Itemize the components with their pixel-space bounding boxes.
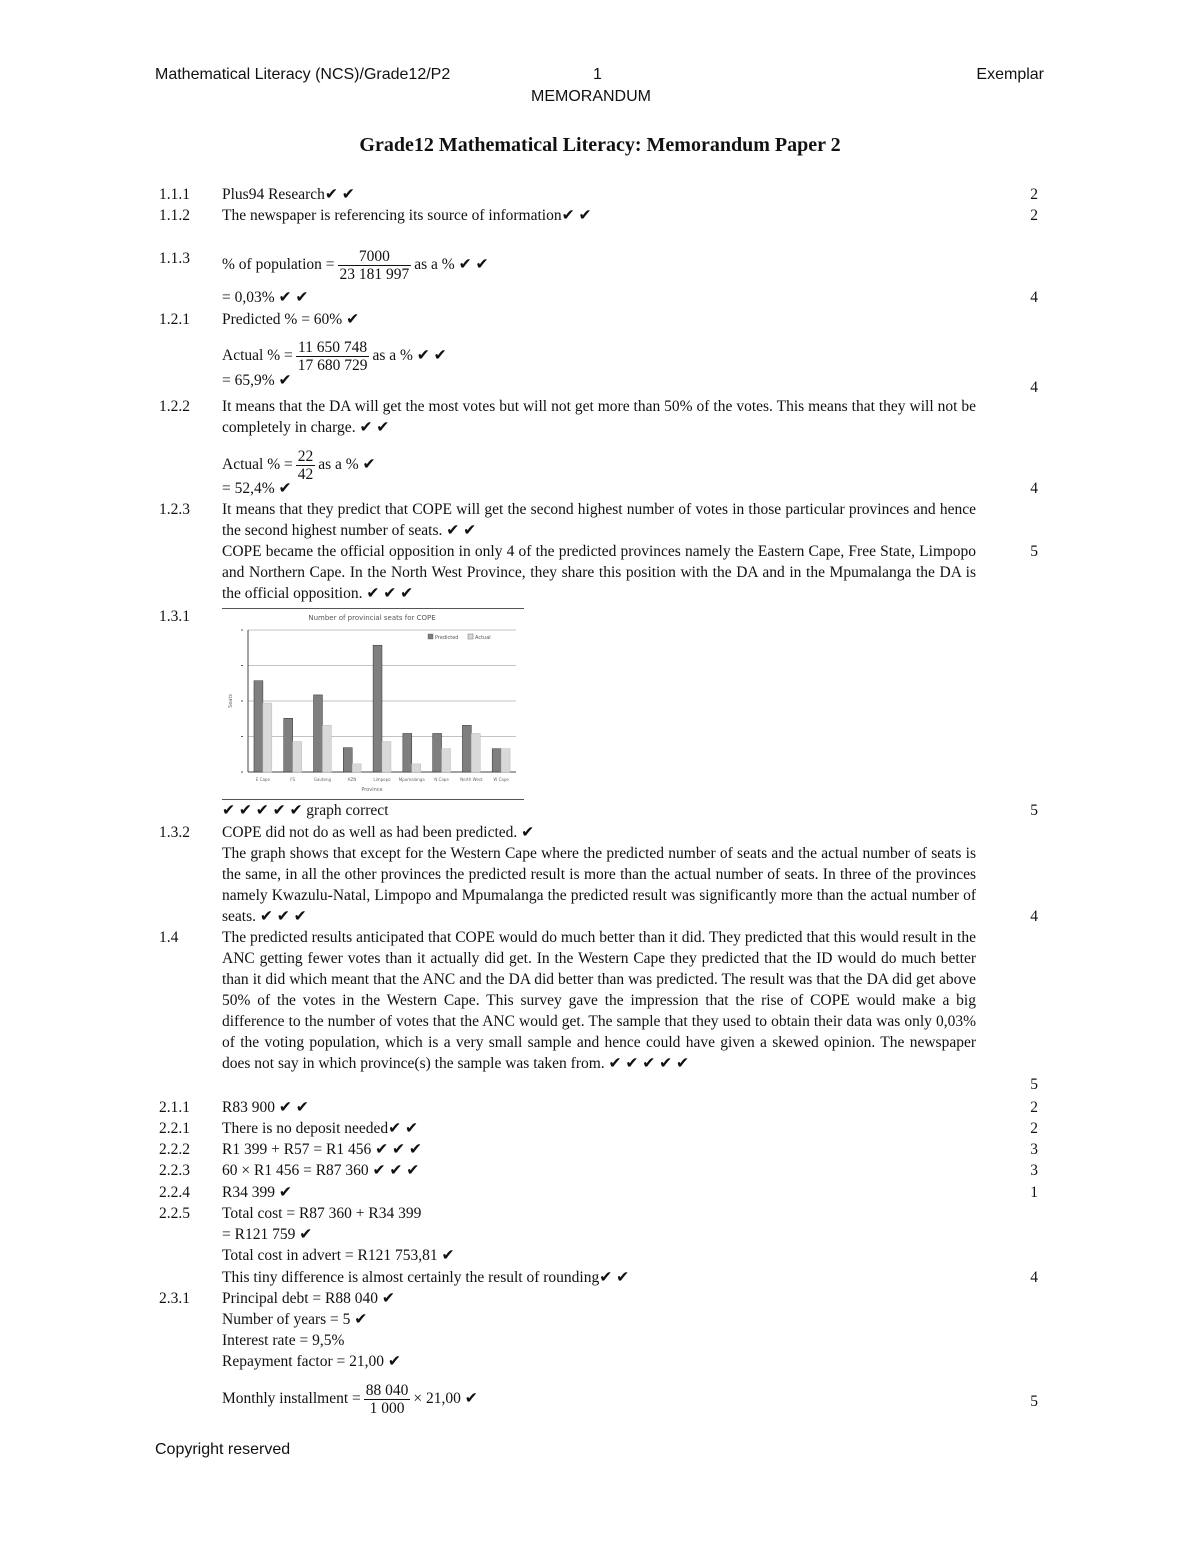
answer-formula — [222, 248, 976, 283]
mark-count: 3 — [1030, 1162, 1038, 1179]
chart-bar-predicted — [254, 681, 263, 772]
denominator: 23 181 997 — [339, 266, 410, 283]
chart-bar-actual — [442, 749, 451, 772]
numerator: 7000 — [338, 248, 412, 266]
chart-x-tick-label: North West — [460, 777, 483, 782]
mark-count: 4 — [1030, 908, 1038, 925]
answer-text: Repayment factor = 21,00 ✔ — [222, 1353, 401, 1370]
answer-text: COPE became the official opposition in only 4 of the predicted provinces namely the Eastern Cape, Free State, Limpopo and Northern Cape. In the North West Province, they share this position with the DA and in the Mpumalanga the DA is the official opposition. ✔ ✔ ✔ — [222, 543, 976, 602]
chart-x-label: Province — [361, 787, 383, 793]
formula-suffix: as a % ✔ — [318, 456, 376, 474]
answer-text: It means that the DA will get the most votes but will not get more than 50% of the votes. This means that they will not be completely in charge. ✔ ✔ — [222, 398, 976, 436]
question-number: 2.1.1 — [159, 1099, 190, 1116]
chart-x-tick-label: W Cape — [493, 777, 509, 782]
answer-formula — [222, 339, 976, 374]
question-number: 2.3.1 — [159, 1290, 190, 1307]
chart-x-tick-label: FS — [290, 777, 296, 782]
question-number: 2.2.2 — [159, 1141, 190, 1158]
mark-count: 5 — [1030, 802, 1038, 819]
answer-text: It means that they predict that COPE will get the second highest number of votes in those particular provinces and hence the second highest number of seats. ✔ ✔ — [222, 501, 976, 539]
answer-text: COPE did not do as well as had been predicted. ✔ — [222, 824, 535, 841]
answer-text: 60 × R1 456 = R87 360 ✔ ✔ ✔ — [222, 1162, 420, 1179]
fraction — [338, 248, 412, 283]
fraction — [364, 1382, 411, 1417]
mark-count: 3 — [1030, 1141, 1038, 1158]
chart-bar-predicted — [314, 695, 323, 772]
denominator: 17 680 729 — [297, 357, 368, 374]
mark-count: 2 — [1030, 1099, 1038, 1116]
answer-text: The newspaper is referencing its source of information✔ ✔ — [222, 207, 592, 224]
question-number: 2.2.1 — [159, 1120, 190, 1137]
mark-count: 4 — [1030, 480, 1038, 497]
answer-text: R34 399 ✔ — [222, 1184, 292, 1201]
fraction — [296, 339, 370, 374]
answer-text: Plus94 Research✔ ✔ — [222, 186, 355, 203]
mark-count: 2 — [1030, 1120, 1038, 1137]
formula-suffix: × 21,00 ✔ — [413, 1390, 478, 1408]
answer-text: Total cost in advert = R121 753,81 ✔ — [222, 1247, 455, 1264]
answer-text: The graph shows that except for the Western Cape where the predicted number of seats and the actual number of seats is the same, in all the other provinces the predicted result is more than the actual number of seats. In three of the provinces namely Kwazulu-Natal, Limpopo and Mpumalanga the predicted result was significantly more than the actual number of seats. ✔ ✔ ✔ — [222, 845, 976, 925]
answer-text: There is no deposit needed✔ ✔ — [222, 1120, 418, 1137]
chart-legend-label: Predicted — [435, 635, 459, 641]
mark-count: 4 — [1030, 379, 1038, 396]
question-number: 2.2.4 — [159, 1184, 190, 1201]
chart-legend-swatch — [428, 634, 433, 639]
mark-count: 4 — [1030, 289, 1038, 306]
chart-bar-predicted — [343, 748, 352, 772]
question-number: 1.3.1 — [159, 608, 190, 625]
chart-x-tick-label: Mpumalanga — [398, 777, 425, 782]
question-number: 1.4 — [159, 929, 179, 946]
chart-bar-actual — [293, 742, 302, 772]
footer-copyright: Copyright reserved — [155, 1441, 291, 1458]
chart-title: Number of provincial seats for COPE — [308, 614, 436, 622]
chart-bar-actual — [352, 764, 361, 772]
header-left: Mathematical Literacy (NCS)/Grade12/P2 — [155, 66, 451, 83]
question-number: 1.1.1 — [159, 186, 190, 203]
page-title: Grade12 Mathematical Literacy: Memorandum Paper 2 — [359, 134, 841, 156]
answer-text: This tiny difference is almost certainly the result of rounding✔ ✔ — [222, 1269, 630, 1286]
question-number: 1.1.3 — [159, 250, 190, 267]
formula-suffix: as a % ✔ ✔ — [414, 256, 489, 274]
denominator: 42 — [297, 466, 314, 483]
chart-x-tick-label: Limpopo — [373, 777, 391, 782]
answer-text: R83 900 ✔ ✔ — [222, 1099, 309, 1116]
answer-text: = 52,4% ✔ — [222, 480, 292, 497]
answer-formula — [222, 1382, 976, 1417]
numerator: 22 — [297, 448, 314, 465]
chart-bar-actual — [501, 749, 510, 772]
chart-bar-actual — [263, 703, 272, 772]
chart-bar-predicted — [433, 733, 442, 772]
formula-suffix: as a % ✔ ✔ — [372, 347, 447, 365]
formula-prefix: Actual % = — [222, 347, 293, 365]
chart-bar-predicted — [492, 749, 501, 772]
chart-bar-actual — [412, 764, 421, 772]
mark-count: 1 — [1030, 1184, 1038, 1201]
question-number: 1.2.3 — [159, 501, 190, 518]
chart-x-tick-label: E Cape — [255, 777, 270, 782]
mark-count: 4 — [1030, 1269, 1038, 1286]
chart-x-tick-label: Gauteng — [313, 777, 332, 782]
answer-text: = 65,9% ✔ — [222, 372, 292, 389]
chart-legend-swatch — [468, 634, 473, 639]
chart-y-label: Seats — [228, 694, 234, 708]
answer-text: = 0,03% ✔ ✔ — [222, 289, 309, 306]
answer-text: Predicted % = 60% ✔ — [222, 311, 360, 328]
header-memorandum: MEMORANDUM — [531, 88, 651, 105]
chart-bar-predicted — [373, 645, 382, 772]
answer-text: R1 399 + R57 = R1 456 ✔ ✔ ✔ — [222, 1141, 422, 1158]
chart-bar-predicted — [462, 725, 471, 772]
header-page-number: 1 — [593, 66, 602, 83]
answer-text: Number of years = 5 ✔ — [222, 1311, 368, 1328]
mark-count: 5 — [1030, 1393, 1038, 1410]
answer-text: = R121 759 ✔ — [222, 1226, 313, 1243]
question-number: 2.2.3 — [159, 1162, 190, 1179]
formula-prefix: Actual % = — [222, 456, 293, 474]
formula-prefix: % of population = — [222, 256, 335, 274]
header-right: Exemplar — [976, 66, 1044, 83]
chart-bar-actual — [382, 742, 391, 772]
chart-bar-actual — [471, 733, 480, 772]
chart-x-tick-label: N Cape — [434, 777, 449, 782]
cope-seats-chart — [222, 608, 524, 800]
numerator: 11 650 748 — [296, 339, 370, 357]
chart-bar-actual — [322, 725, 331, 772]
mark-count: 2 — [1030, 207, 1038, 224]
chart-x-tick-label: KZN — [348, 777, 357, 782]
answer-text: The predicted results anticipated that COPE would do much better than it did. They predicted that this would result in the ANC getting fewer votes than it actually did get. In the Western Cape they predicted that the ID would do much better than it did which meant that the ANC and the DA did better than was predicted. The result was that the DA did get above 50% of the votes in the Western Cape. This survey gave the impression that the rise of COPE would make a big difference to the number of votes that the ANC would get. The sample that they used to obtain their data was only 0,03% of the voting population, which is a very small sample and hence could have given a skewed opinion. The newspaper does not say in which province(s) the sample was taken from. ✔ ✔ ✔ ✔ ✔ — [222, 929, 976, 1072]
answer-text: Interest rate = 9,5% — [222, 1332, 345, 1349]
answer-text: ✔ ✔ ✔ ✔ ✔ graph correct — [222, 802, 389, 819]
question-number: 1.2.1 — [159, 311, 190, 328]
denominator: 1 000 — [369, 1400, 405, 1417]
chart-legend-label: Actual — [475, 635, 491, 641]
question-number: 1.3.2 — [159, 824, 190, 841]
mark-count: 5 — [1030, 1076, 1038, 1093]
mark-count: 2 — [1030, 186, 1038, 203]
numerator: 88 040 — [365, 1382, 409, 1399]
answer-text: Principal debt = R88 040 ✔ — [222, 1290, 395, 1307]
question-number: 1.2.2 — [159, 398, 190, 415]
mark-count: 5 — [1030, 543, 1038, 560]
question-number: 2.2.5 — [159, 1205, 190, 1222]
answer-text: Total cost = R87 360 + R34 399 — [222, 1205, 422, 1222]
formula-prefix: Monthly installment = — [222, 1390, 361, 1408]
chart-bar-predicted — [403, 733, 412, 772]
question-number: 1.1.2 — [159, 207, 190, 224]
chart-bar-predicted — [284, 718, 293, 772]
